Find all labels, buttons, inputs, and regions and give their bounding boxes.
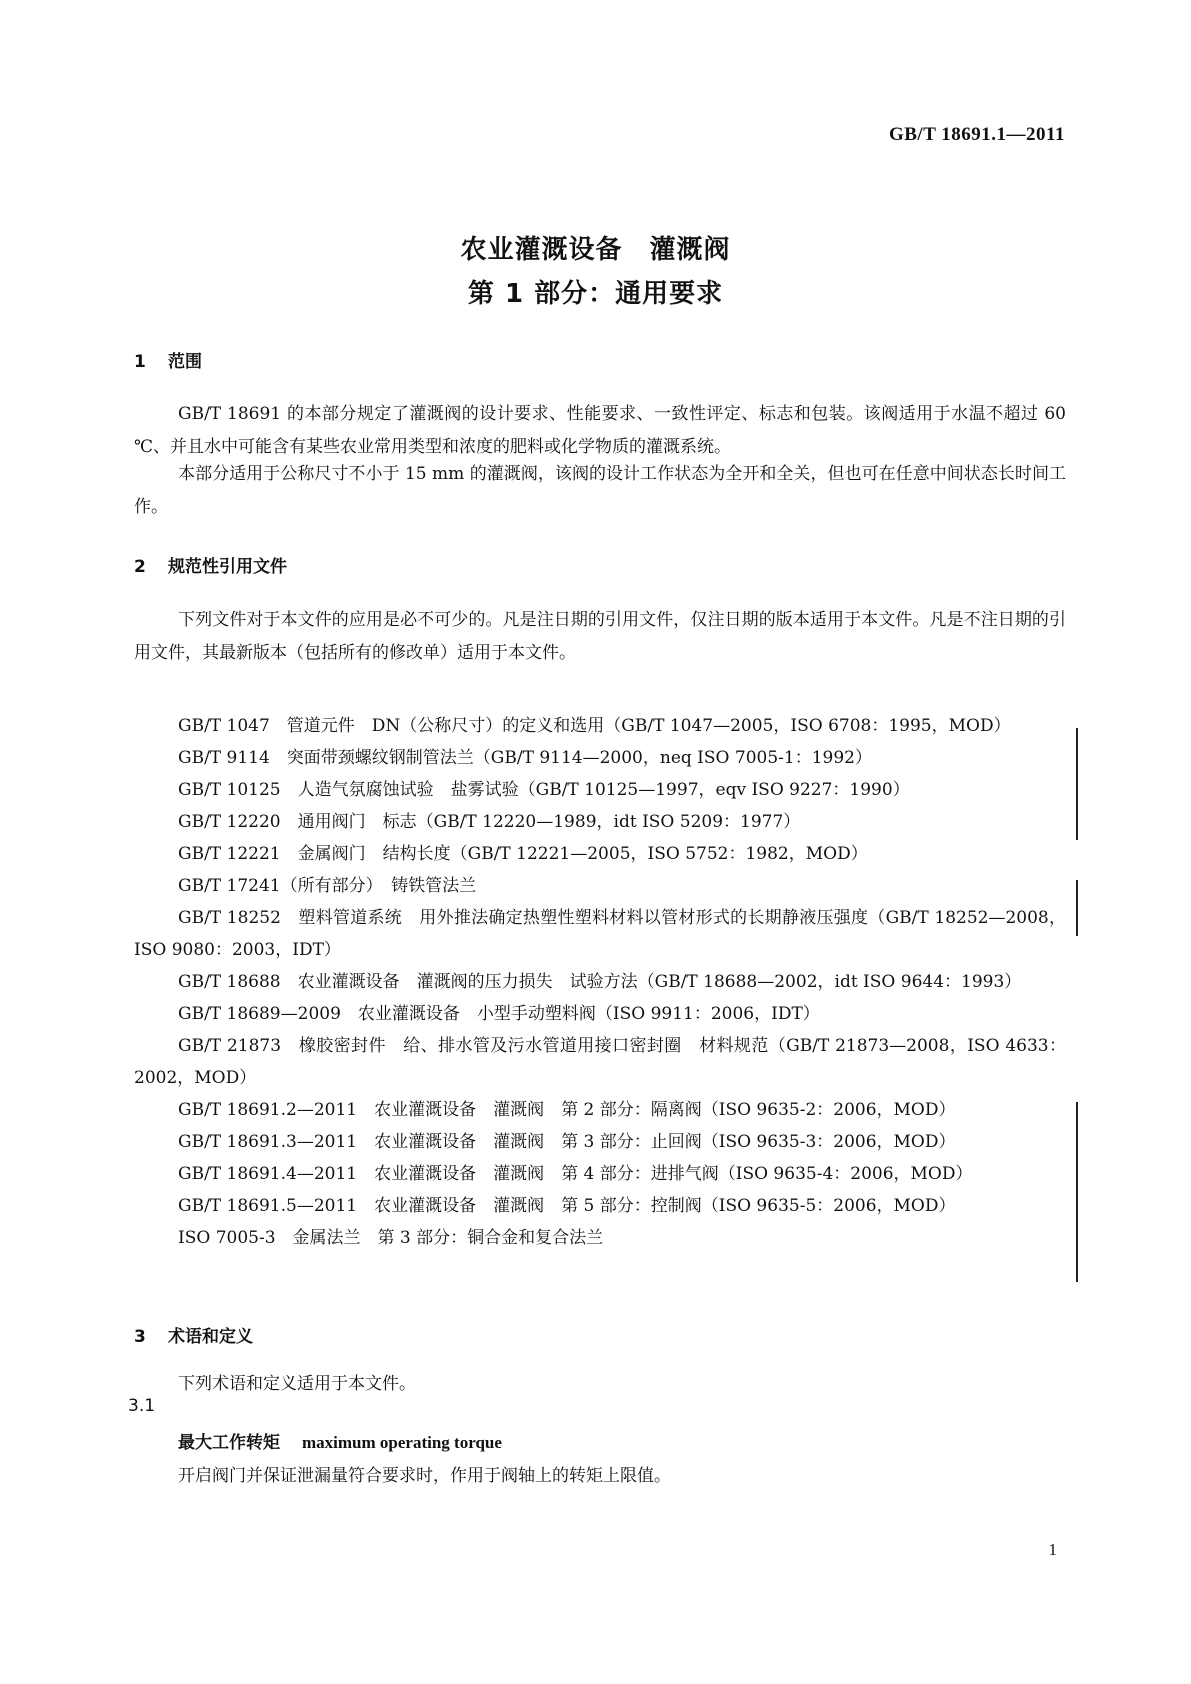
reference-item (134, 710, 1066, 742)
section-2-number: 2 (134, 557, 146, 577)
reference-text: GB/T 18252 塑料管道系统 用外推法确定热塑性塑料材料以管材形式的长期静液压强度（GB/T 18252—2008，ISO 9080：2003，IDT） (134, 908, 1066, 960)
reference-text: GB/T 9114 突面带颈螺纹钢制管法兰（GB/T 9114—2000，neq ISO 7005-1：1992） (178, 748, 872, 768)
reference-item (134, 902, 1066, 966)
reference-item (134, 998, 1066, 1030)
section-1-para-1-text: GB/T 18691 的本部分规定了灌溉阀的设计要求、性能要求、一致性评定、标志和包装。该阀适用于水温不超过 60 ℃、并且水中可能含有某些农业常用类型和浓度的肥料或化学物质的灌溉系统。 (134, 404, 1066, 457)
reference-text: GB/T 21873 橡胶密封件 给、排水管及污水管道用接口密封圈 材料规范（GB/T 21873—2008，ISO 4633：2002，MOD） (134, 1036, 1066, 1088)
section-3-number: 3 (134, 1327, 146, 1347)
page-number: 1 (1048, 1540, 1057, 1559)
section-3-intro (134, 1368, 1066, 1401)
reference-item (134, 1190, 1066, 1222)
title-line-1: 农业灌溉设备 灌溉阀 (460, 235, 731, 265)
term-name-en: maximum operating torque (302, 1433, 502, 1452)
reference-text: GB/T 18689—2009 农业灌溉设备 小型手动塑料阀（ISO 9911：2006，IDT） (178, 1004, 820, 1024)
section-3-title: 术语和定义 (168, 1327, 253, 1347)
section-1-para-2-text: 本部分适用于公称尺寸不小于 15 mm 的灌溉阀，该阀的设计工作状态为全开和全关，但也可在任意中间状态长时间工作。 (134, 464, 1066, 517)
term-name-zh: 最大工作转矩 (178, 1433, 280, 1453)
reference-item (134, 1222, 1066, 1254)
section-3-heading (134, 1322, 253, 1347)
reference-item (134, 1158, 1066, 1190)
section-2-heading (134, 552, 287, 577)
reference-text: GB/T 18688 农业灌溉设备 灌溉阀的压力损失 试验方法（GB/T 18688—2002，idt ISO 9644：1993） (178, 972, 1022, 992)
title-line-2: 第 1 部分：通用要求 (467, 279, 724, 309)
reference-text: GB/T 1047 管道元件 DN（公称尺寸）的定义和选用（GB/T 1047—2005，ISO 6708：1995，MOD） (178, 716, 1011, 736)
reference-text: GB/T 18691.5—2011 农业灌溉设备 灌溉阀 第 5 部分：控制阀（ISO 9635-5：2006，MOD） (178, 1196, 956, 1216)
reference-list (134, 710, 1066, 1254)
reference-text: GB/T 18691.2—2011 农业灌溉设备 灌溉阀 第 2 部分：隔离阀（ISO 9635-2：2006，MOD） (178, 1100, 956, 1120)
section-2-title: 规范性引用文件 (168, 557, 287, 577)
change-bar (1076, 728, 1078, 840)
reference-text: GB/T 12221 金属阀门 结构长度（GB/T 12221—2005，ISO 5752：1982，MOD） (178, 844, 868, 864)
reference-text: ISO 7005-3 金属法兰 第 3 部分：铜合金和复合法兰 (178, 1228, 604, 1248)
section-1-heading (134, 347, 202, 372)
change-bar (1076, 1102, 1078, 1282)
reference-item (134, 806, 1066, 838)
change-bar (1076, 880, 1078, 936)
reference-text: GB/T 12220 通用阀门 标志（GB/T 12220—1989，idt ISO 5209：1977） (178, 812, 801, 832)
section-3-intro-text: 下列术语和定义适用于本文件。 (178, 1374, 416, 1394)
section-2-intro (134, 604, 1066, 670)
document-code: GB/T 18691.1—2011 (888, 124, 1065, 145)
reference-item (134, 1126, 1066, 1158)
section-1-para-1 (134, 398, 1066, 464)
reference-item (134, 838, 1066, 870)
reference-text: GB/T 17241（所有部分） 铸铁管法兰 (178, 876, 477, 896)
term-number: 3.1 (128, 1396, 156, 1416)
section-1-number: 1 (134, 352, 146, 372)
reference-text: GB/T 10125 人造气氛腐蚀试验 盐雾试验（GB/T 10125—1997，eqv ISO 9227：1990） (178, 780, 910, 800)
reference-item (134, 966, 1066, 998)
section-1-para-2 (134, 458, 1066, 524)
reference-item (134, 1094, 1066, 1126)
term-definition: 开启阀门并保证泄漏量符合要求时，作用于阀轴上的转矩上限值。 (178, 1466, 671, 1486)
section-1-title: 范围 (168, 352, 202, 372)
reference-item (134, 774, 1066, 806)
reference-item (134, 742, 1066, 774)
reference-text: GB/T 18691.3—2011 农业灌溉设备 灌溉阀 第 3 部分：止回阀（ISO 9635-3：2006，MOD） (178, 1132, 956, 1152)
reference-item (134, 870, 1066, 902)
reference-item (134, 1030, 1066, 1094)
term-name (178, 1428, 502, 1453)
section-2-intro-text: 下列文件对于本文件的应用是必不可少的。凡是注日期的引用文件，仅注日期的版本适用于本文件。凡是不注日期的引用文件，其最新版本（包括所有的修改单）适用于本文件。 (134, 610, 1066, 663)
reference-text: GB/T 18691.4—2011 农业灌溉设备 灌溉阀 第 4 部分：进排气阀（ISO 9635-4：2006，MOD） (178, 1164, 973, 1184)
document-title (0, 228, 1191, 316)
